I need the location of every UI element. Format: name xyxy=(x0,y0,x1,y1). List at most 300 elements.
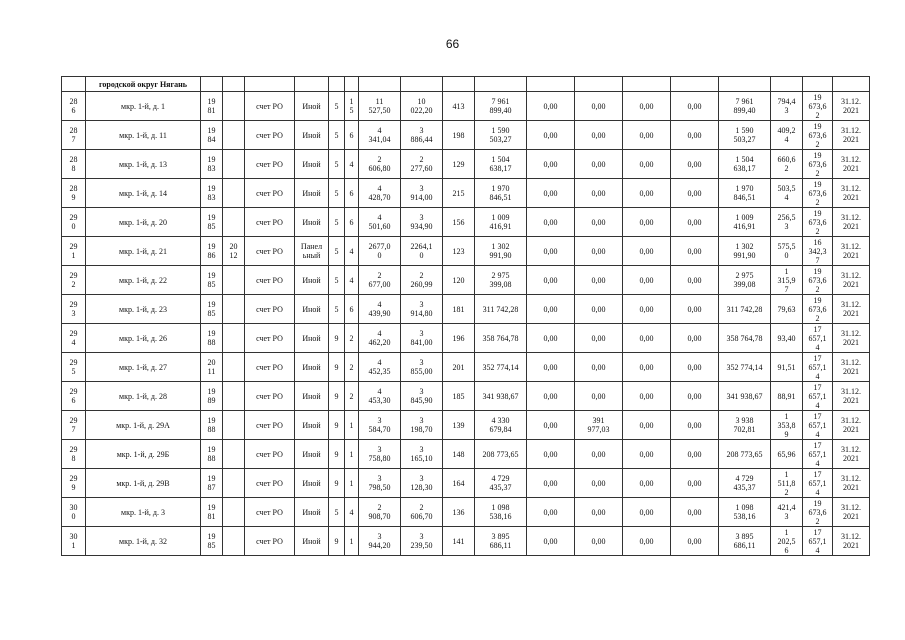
group-row-blank-cell xyxy=(443,77,475,92)
address-cell: мкр. 1-й, д. 28 xyxy=(86,382,201,411)
cost-owners-cell: 0,00 xyxy=(671,324,719,353)
limit-cost-cell: 17 657,1 4 xyxy=(803,440,833,469)
total-area-cell: 4 439,90 xyxy=(359,295,401,324)
year-reconstructed-cell xyxy=(223,527,245,556)
group-row-blank-cell xyxy=(201,77,223,92)
address-cell: мкр. 1-й, д. 23 xyxy=(86,295,201,324)
limit-cost-cell: 17 657,1 4 xyxy=(803,382,833,411)
cost-regional-cell: 0,00 xyxy=(575,527,623,556)
year-reconstructed-cell xyxy=(223,295,245,324)
total-cost-cell: 1 098 538,16 xyxy=(475,498,527,527)
group-row xyxy=(62,77,870,92)
floors-cell: 5 xyxy=(329,150,345,179)
cost-regional-cell: 0,00 xyxy=(575,353,623,382)
address-cell: мкр. 1-й, д. 22 xyxy=(86,266,201,295)
total-area-cell: 2677,0 0 xyxy=(359,237,401,266)
cost-other-cell: 3 895 686,11 xyxy=(719,527,771,556)
year-reconstructed-cell xyxy=(223,179,245,208)
living-area-cell: 3 914,00 xyxy=(401,179,443,208)
year-built-cell: 19 88 xyxy=(201,411,223,440)
cost-per-sqm-cell: 1 202,5 6 xyxy=(771,527,803,556)
year-reconstructed-cell xyxy=(223,92,245,121)
completion-date-cell: 31.12. 2021 xyxy=(833,353,870,382)
living-area-cell: 3 934,90 xyxy=(401,208,443,237)
group-row-blank-cell xyxy=(803,77,833,92)
cost-per-sqm-cell: 88,91 xyxy=(771,382,803,411)
cost-local-cell: 0,00 xyxy=(623,527,671,556)
total-cost-cell: 4 330 679,84 xyxy=(475,411,527,440)
total-area-cell: 2 606,80 xyxy=(359,150,401,179)
cost-regional-cell: 0,00 xyxy=(575,150,623,179)
cost-regional-cell: 0,00 xyxy=(575,237,623,266)
table-row xyxy=(62,150,870,179)
completion-date-cell: 31.12. 2021 xyxy=(833,150,870,179)
group-row-blank-cell xyxy=(833,77,870,92)
total-cost-cell: 1 302 991,90 xyxy=(475,237,527,266)
limit-cost-cell: 17 657,1 4 xyxy=(803,527,833,556)
address-cell: мкр. 1-й, д. 20 xyxy=(86,208,201,237)
address-cell: мкр. 1-й, д. 1 xyxy=(86,92,201,121)
cost-fund-cell: 0,00 xyxy=(527,121,575,150)
cost-fund-cell: 0,00 xyxy=(527,179,575,208)
cost-fund-cell: 0,00 xyxy=(527,411,575,440)
limit-cost-cell: 19 673,6 2 xyxy=(803,92,833,121)
wall-material-cell: Иной xyxy=(295,498,329,527)
cost-other-cell: 3 938 702,81 xyxy=(719,411,771,440)
entrances-cell: 1 xyxy=(345,411,359,440)
year-built-cell: 19 83 xyxy=(201,150,223,179)
table-row xyxy=(62,179,870,208)
table-row xyxy=(62,440,870,469)
address-cell: мкр. 1-й, д. 27 xyxy=(86,353,201,382)
floors-cell: 5 xyxy=(329,208,345,237)
group-row-blank-cell xyxy=(771,77,803,92)
living-area-cell: 10 022,20 xyxy=(401,92,443,121)
cost-owners-cell: 0,00 xyxy=(671,150,719,179)
wall-material-cell: Иной xyxy=(295,179,329,208)
wall-material-cell: Панел ьный xyxy=(295,237,329,266)
cost-per-sqm-cell: 79,63 xyxy=(771,295,803,324)
entrances-cell: 2 xyxy=(345,353,359,382)
cost-owners-cell: 0,00 xyxy=(671,237,719,266)
limit-cost-cell: 19 673,6 2 xyxy=(803,295,833,324)
cost-local-cell: 0,00 xyxy=(623,382,671,411)
row-number-cell: 29 0 xyxy=(62,208,86,237)
cost-owners-cell: 0,00 xyxy=(671,208,719,237)
cost-other-cell: 7 961 899,40 xyxy=(719,92,771,121)
total-cost-cell: 1 504 638,17 xyxy=(475,150,527,179)
total-area-cell: 4 453,30 xyxy=(359,382,401,411)
residents-cell: 148 xyxy=(443,440,475,469)
row-number-cell: 28 6 xyxy=(62,92,86,121)
completion-date-cell: 31.12. 2021 xyxy=(833,208,870,237)
year-reconstructed-cell xyxy=(223,440,245,469)
limit-cost-cell: 17 657,1 4 xyxy=(803,469,833,498)
cost-per-sqm-cell: 575,5 0 xyxy=(771,237,803,266)
year-built-cell: 19 86 xyxy=(201,237,223,266)
fund-method-cell: счет РО xyxy=(245,237,295,266)
residents-cell: 141 xyxy=(443,527,475,556)
limit-cost-cell: 17 657,1 4 xyxy=(803,353,833,382)
table-row xyxy=(62,121,870,150)
total-cost-cell: 2 975 399,08 xyxy=(475,266,527,295)
registry-table xyxy=(61,76,870,556)
residents-cell: 164 xyxy=(443,469,475,498)
row-number-cell: 29 2 xyxy=(62,266,86,295)
cost-owners-cell: 0,00 xyxy=(671,121,719,150)
limit-cost-cell: 16 342,3 7 xyxy=(803,237,833,266)
wall-material-cell: Иной xyxy=(295,469,329,498)
address-cell: мкр. 1-й, д. 32 xyxy=(86,527,201,556)
living-area-cell: 3 845,90 xyxy=(401,382,443,411)
cost-per-sqm-cell: 503,5 4 xyxy=(771,179,803,208)
cost-per-sqm-cell: 65,96 xyxy=(771,440,803,469)
cost-owners-cell: 0,00 xyxy=(671,353,719,382)
limit-cost-cell: 19 673,6 2 xyxy=(803,208,833,237)
wall-material-cell: Иной xyxy=(295,150,329,179)
floors-cell: 9 xyxy=(329,411,345,440)
year-reconstructed-cell xyxy=(223,121,245,150)
year-reconstructed-cell xyxy=(223,208,245,237)
cost-fund-cell: 0,00 xyxy=(527,440,575,469)
cost-owners-cell: 0,00 xyxy=(671,440,719,469)
residents-cell: 139 xyxy=(443,411,475,440)
cost-per-sqm-cell: 794,4 3 xyxy=(771,92,803,121)
address-cell: мкр. 1-й, д. 29А xyxy=(86,411,201,440)
year-built-cell: 19 88 xyxy=(201,440,223,469)
total-area-cell: 3 798,50 xyxy=(359,469,401,498)
total-area-cell: 2 908,70 xyxy=(359,498,401,527)
cost-local-cell: 0,00 xyxy=(623,440,671,469)
completion-date-cell: 31.12. 2021 xyxy=(833,440,870,469)
residents-cell: 198 xyxy=(443,121,475,150)
cost-regional-cell: 0,00 xyxy=(575,382,623,411)
fund-method-cell: счет РО xyxy=(245,469,295,498)
total-area-cell: 3 584,70 xyxy=(359,411,401,440)
total-area-cell: 4 341,04 xyxy=(359,121,401,150)
cost-local-cell: 0,00 xyxy=(623,266,671,295)
group-row-blank-cell xyxy=(623,77,671,92)
fund-method-cell: счет РО xyxy=(245,353,295,382)
cost-per-sqm-cell: 409,2 4 xyxy=(771,121,803,150)
entrances-cell: 6 xyxy=(345,121,359,150)
total-cost-cell: 7 961 899,40 xyxy=(475,92,527,121)
wall-material-cell: Иной xyxy=(295,527,329,556)
floors-cell: 5 xyxy=(329,295,345,324)
fund-method-cell: счет РО xyxy=(245,266,295,295)
address-cell: мкр. 1-й, д. 14 xyxy=(86,179,201,208)
cost-regional-cell: 0,00 xyxy=(575,440,623,469)
completion-date-cell: 31.12. 2021 xyxy=(833,121,870,150)
year-reconstructed-cell xyxy=(223,382,245,411)
year-built-cell: 19 89 xyxy=(201,382,223,411)
total-cost-cell: 352 774,14 xyxy=(475,353,527,382)
total-cost-cell: 358 764,78 xyxy=(475,324,527,353)
wall-material-cell: Иной xyxy=(295,324,329,353)
entrances-cell: 2 xyxy=(345,382,359,411)
cost-regional-cell: 0,00 xyxy=(575,469,623,498)
entrances-cell: 6 xyxy=(345,179,359,208)
cost-local-cell: 0,00 xyxy=(623,469,671,498)
cost-per-sqm-cell: 1 511,8 2 xyxy=(771,469,803,498)
year-built-cell: 19 85 xyxy=(201,295,223,324)
living-area-cell: 3 914,80 xyxy=(401,295,443,324)
completion-date-cell: 31.12. 2021 xyxy=(833,527,870,556)
cost-fund-cell: 0,00 xyxy=(527,498,575,527)
entrances-cell: 1 xyxy=(345,440,359,469)
wall-material-cell: Иной xyxy=(295,295,329,324)
district-label: городской округ Нягань xyxy=(86,77,201,92)
wall-material-cell: Иной xyxy=(295,382,329,411)
entrances-cell: 4 xyxy=(345,266,359,295)
row-number-cell: 29 1 xyxy=(62,237,86,266)
fund-method-cell: счет РО xyxy=(245,382,295,411)
cost-fund-cell: 0,00 xyxy=(527,353,575,382)
floors-cell: 5 xyxy=(329,121,345,150)
floors-cell: 9 xyxy=(329,324,345,353)
total-area-cell: 3 944,20 xyxy=(359,527,401,556)
page-number: 66 xyxy=(445,37,460,51)
wall-material-cell: Иной xyxy=(295,440,329,469)
entrances-cell: 4 xyxy=(345,498,359,527)
cost-per-sqm-cell: 91,51 xyxy=(771,353,803,382)
residents-cell: 181 xyxy=(443,295,475,324)
cost-local-cell: 0,00 xyxy=(623,150,671,179)
group-row-blank-cell xyxy=(401,77,443,92)
total-area-cell: 4 428,70 xyxy=(359,179,401,208)
cost-local-cell: 0,00 xyxy=(623,324,671,353)
completion-date-cell: 31.12. 2021 xyxy=(833,382,870,411)
floors-cell: 5 xyxy=(329,237,345,266)
cost-regional-cell: 391 977,03 xyxy=(575,411,623,440)
cost-fund-cell: 0,00 xyxy=(527,266,575,295)
total-cost-cell: 208 773,65 xyxy=(475,440,527,469)
fund-method-cell: счет РО xyxy=(245,150,295,179)
cost-other-cell: 1 590 503,27 xyxy=(719,121,771,150)
row-number-cell: 29 5 xyxy=(62,353,86,382)
address-cell: мкр. 1-й, д. 26 xyxy=(86,324,201,353)
group-row-blank-cell xyxy=(245,77,295,92)
cost-fund-cell: 0,00 xyxy=(527,324,575,353)
cost-owners-cell: 0,00 xyxy=(671,498,719,527)
group-row-blank-cell xyxy=(527,77,575,92)
residents-cell: 156 xyxy=(443,208,475,237)
completion-date-cell: 31.12. 2021 xyxy=(833,295,870,324)
year-built-cell: 19 85 xyxy=(201,266,223,295)
total-area-cell: 2 677,00 xyxy=(359,266,401,295)
completion-date-cell: 31.12. 2021 xyxy=(833,324,870,353)
entrances-cell: 2 xyxy=(345,324,359,353)
row-number-cell: 28 7 xyxy=(62,121,86,150)
row-number-cell: 30 0 xyxy=(62,498,86,527)
table-row xyxy=(62,527,870,556)
living-area-cell: 3 239,50 xyxy=(401,527,443,556)
group-row-blank-cell xyxy=(345,77,359,92)
year-built-cell: 19 87 xyxy=(201,469,223,498)
entrances-cell: 4 xyxy=(345,237,359,266)
group-row-blank-cell xyxy=(719,77,771,92)
cost-owners-cell: 0,00 xyxy=(671,179,719,208)
cost-other-cell: 352 774,14 xyxy=(719,353,771,382)
group-row-blank-cell xyxy=(62,77,86,92)
living-area-cell: 2264,1 0 xyxy=(401,237,443,266)
cost-other-cell: 1 970 846,51 xyxy=(719,179,771,208)
year-reconstructed-cell xyxy=(223,266,245,295)
cost-local-cell: 0,00 xyxy=(623,121,671,150)
cost-local-cell: 0,00 xyxy=(623,353,671,382)
total-area-cell: 4 462,20 xyxy=(359,324,401,353)
table-row xyxy=(62,208,870,237)
group-row-blank-cell xyxy=(223,77,245,92)
floors-cell: 9 xyxy=(329,353,345,382)
year-built-cell: 19 85 xyxy=(201,527,223,556)
wall-material-cell: Иной xyxy=(295,121,329,150)
year-built-cell: 19 83 xyxy=(201,179,223,208)
table-row xyxy=(62,353,870,382)
cost-fund-cell: 0,00 xyxy=(527,382,575,411)
row-number-cell: 29 4 xyxy=(62,324,86,353)
row-number-cell: 29 7 xyxy=(62,411,86,440)
total-cost-cell: 1 970 846,51 xyxy=(475,179,527,208)
cost-per-sqm-cell: 93,40 xyxy=(771,324,803,353)
group-row-blank-cell xyxy=(359,77,401,92)
total-cost-cell: 3 895 686,11 xyxy=(475,527,527,556)
cost-local-cell: 0,00 xyxy=(623,237,671,266)
completion-date-cell: 31.12. 2021 xyxy=(833,179,870,208)
cost-owners-cell: 0,00 xyxy=(671,382,719,411)
total-area-cell: 11 527,50 xyxy=(359,92,401,121)
living-area-cell: 3 198,70 xyxy=(401,411,443,440)
residents-cell: 123 xyxy=(443,237,475,266)
group-row-blank-cell xyxy=(475,77,527,92)
residents-cell: 136 xyxy=(443,498,475,527)
group-row-blank-cell xyxy=(575,77,623,92)
fund-method-cell: счет РО xyxy=(245,208,295,237)
year-reconstructed-cell xyxy=(223,498,245,527)
fund-method-cell: счет РО xyxy=(245,527,295,556)
residents-cell: 120 xyxy=(443,266,475,295)
cost-per-sqm-cell: 1 315,9 7 xyxy=(771,266,803,295)
cost-other-cell: 1 009 416,91 xyxy=(719,208,771,237)
floors-cell: 9 xyxy=(329,469,345,498)
group-row-blank-cell xyxy=(329,77,345,92)
entrances-cell: 1 xyxy=(345,527,359,556)
completion-date-cell: 31.12. 2021 xyxy=(833,411,870,440)
entrances-cell: 1 xyxy=(345,469,359,498)
floors-cell: 5 xyxy=(329,498,345,527)
floors-cell: 5 xyxy=(329,266,345,295)
limit-cost-cell: 19 673,6 2 xyxy=(803,179,833,208)
limit-cost-cell: 17 657,1 4 xyxy=(803,324,833,353)
total-area-cell: 4 501,60 xyxy=(359,208,401,237)
table-row xyxy=(62,469,870,498)
total-cost-cell: 341 938,67 xyxy=(475,382,527,411)
fund-method-cell: счет РО xyxy=(245,92,295,121)
group-row-blank-cell xyxy=(671,77,719,92)
fund-method-cell: счет РО xyxy=(245,121,295,150)
cost-regional-cell: 0,00 xyxy=(575,295,623,324)
row-number-cell: 28 8 xyxy=(62,150,86,179)
residents-cell: 201 xyxy=(443,353,475,382)
year-reconstructed-cell xyxy=(223,411,245,440)
cost-other-cell: 2 975 399,08 xyxy=(719,266,771,295)
cost-local-cell: 0,00 xyxy=(623,179,671,208)
cost-fund-cell: 0,00 xyxy=(527,237,575,266)
table-row xyxy=(62,92,870,121)
row-number-cell: 28 9 xyxy=(62,179,86,208)
cost-owners-cell: 0,00 xyxy=(671,411,719,440)
floors-cell: 5 xyxy=(329,92,345,121)
living-area-cell: 2 260,99 xyxy=(401,266,443,295)
cost-regional-cell: 0,00 xyxy=(575,498,623,527)
table-row xyxy=(62,295,870,324)
residents-cell: 413 xyxy=(443,92,475,121)
cost-fund-cell: 0,00 xyxy=(527,527,575,556)
fund-method-cell: счет РО xyxy=(245,295,295,324)
cost-owners-cell: 0,00 xyxy=(671,469,719,498)
cost-owners-cell: 0,00 xyxy=(671,92,719,121)
cost-other-cell: 1 504 638,17 xyxy=(719,150,771,179)
year-built-cell: 19 84 xyxy=(201,121,223,150)
cost-per-sqm-cell: 256,5 3 xyxy=(771,208,803,237)
living-area-cell: 3 128,30 xyxy=(401,469,443,498)
completion-date-cell: 31.12. 2021 xyxy=(833,469,870,498)
table-row xyxy=(62,266,870,295)
residents-cell: 196 xyxy=(443,324,475,353)
cost-fund-cell: 0,00 xyxy=(527,295,575,324)
cost-regional-cell: 0,00 xyxy=(575,208,623,237)
total-cost-cell: 1 009 416,91 xyxy=(475,208,527,237)
cost-regional-cell: 0,00 xyxy=(575,266,623,295)
cost-other-cell: 311 742,28 xyxy=(719,295,771,324)
row-number-cell: 30 1 xyxy=(62,527,86,556)
entrances-cell: 6 xyxy=(345,208,359,237)
living-area-cell: 3 886,44 xyxy=(401,121,443,150)
entrances-cell: 6 xyxy=(345,295,359,324)
row-number-cell: 29 6 xyxy=(62,382,86,411)
wall-material-cell: Иной xyxy=(295,411,329,440)
completion-date-cell: 31.12. 2021 xyxy=(833,92,870,121)
cost-other-cell: 1 302 991,90 xyxy=(719,237,771,266)
year-reconstructed-cell: 20 12 xyxy=(223,237,245,266)
table-row xyxy=(62,498,870,527)
cost-fund-cell: 0,00 xyxy=(527,208,575,237)
living-area-cell: 2 277,60 xyxy=(401,150,443,179)
completion-date-cell: 31.12. 2021 xyxy=(833,237,870,266)
cost-per-sqm-cell: 1 353,8 9 xyxy=(771,411,803,440)
entrances-cell: 1 5 xyxy=(345,92,359,121)
cost-local-cell: 0,00 xyxy=(623,411,671,440)
living-area-cell: 2 606,70 xyxy=(401,498,443,527)
cost-fund-cell: 0,00 xyxy=(527,469,575,498)
wall-material-cell: Иной xyxy=(295,92,329,121)
floors-cell: 5 xyxy=(329,179,345,208)
entrances-cell: 4 xyxy=(345,150,359,179)
cost-owners-cell: 0,00 xyxy=(671,527,719,556)
limit-cost-cell: 19 673,6 2 xyxy=(803,266,833,295)
residents-cell: 215 xyxy=(443,179,475,208)
cost-regional-cell: 0,00 xyxy=(575,121,623,150)
cost-regional-cell: 0,00 xyxy=(575,179,623,208)
table-row xyxy=(62,382,870,411)
completion-date-cell: 31.12. 2021 xyxy=(833,266,870,295)
address-cell: мкр. 1-й, д. 21 xyxy=(86,237,201,266)
table-row xyxy=(62,324,870,353)
limit-cost-cell: 19 673,6 2 xyxy=(803,498,833,527)
address-cell: мкр. 1-й, д. 11 xyxy=(86,121,201,150)
year-reconstructed-cell xyxy=(223,353,245,382)
year-reconstructed-cell xyxy=(223,469,245,498)
